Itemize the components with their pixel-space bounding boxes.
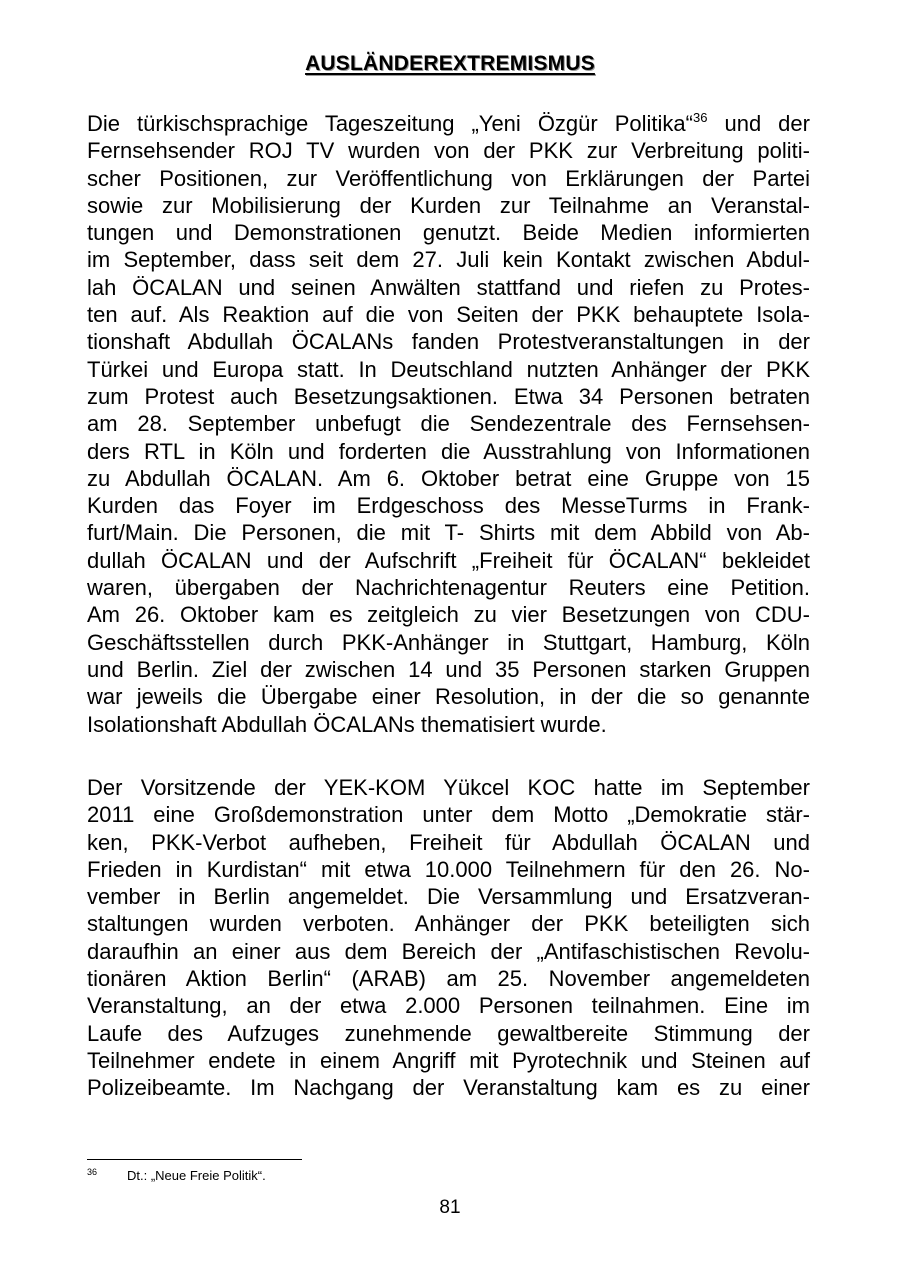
paragraph-1-line: tungen und Demonstrationen genutzt. Beide Medien informierten (87, 220, 810, 246)
footnote-text: Dt.: „Neue Freie Politik“. (127, 1168, 266, 1183)
paragraph-1-line: zum Protest auch Besetzungsaktionen. Etwa 34 Personen betraten (87, 383, 810, 409)
paragraph-1-line-1 (87, 110, 810, 137)
paragraph-1-line: war jeweils die Übergabe einer Resolution, in der die so genannte (87, 684, 810, 710)
paragraph-1-line: Am 26. Oktober kam es zeitgleich zu vier Besetzungen von CDU- (87, 602, 810, 628)
paragraph-2-line: daraufhin an einer aus dem Bereich der „Antifaschistischen Revolu- (87, 938, 810, 964)
paragraph-1-line: furt/Main. Die Personen, die mit T- Shirts mit dem Abbild von Ab- (87, 520, 810, 546)
footnote-36 (87, 1163, 810, 1185)
paragraph-1-line: Geschäftsstellen durch PKK-Anhänger in Stuttgart, Hamburg, Köln (87, 629, 810, 655)
paragraph-1-line: scher Positionen, zur Veröffentlichung von Erklärungen der Partei (87, 165, 810, 191)
paragraph-2 (87, 774, 810, 1102)
paragraph-1-line: zu Abdullah ÖCALAN. Am 6. Oktober betrat eine Gruppe von 15 (87, 465, 810, 491)
paragraph-2-line: staltungen wurden verboten. Anhänger der PKK beteiligten sich (87, 911, 810, 937)
paragraph-1-line: und Berlin. Ziel der zwischen 14 und 35 Personen starken Gruppen (87, 656, 810, 682)
footnote-divider (87, 1159, 302, 1160)
paragraph-1-line: lah ÖCALAN und seinen Anwälten stattfand und riefen zu Protes- (87, 274, 810, 300)
paragraph-1-line: waren, übergaben der Nachrichtenagentur Reuters eine Petition. (87, 575, 810, 601)
paragraph-1 (87, 110, 810, 738)
paragraph-1-line: sowie zur Mobilisierung der Kurden zur Teilnahme an Veranstal- (87, 192, 810, 218)
paragraph-1-line: Isolationshaft Abdullah ÖCALANs thematisiert wurde. (87, 711, 607, 737)
paragraph-1-line: ten auf. Als Reaktion auf die von Seiten der PKK behauptete Isola- (87, 302, 810, 328)
paragraph-2-line: Teilnehmer endete in einem Angriff mit Pyrotechnik und Steinen auf (87, 1047, 810, 1073)
paragraph-2-line: tionären Aktion Berlin“ (ARAB) am 25. November angemeldeten (87, 966, 810, 992)
paragraph-2-line: Frieden in Kurdistan“ mit etwa 10.000 Teilnehmern für den 26. No- (87, 856, 810, 882)
paragraph-2-line: 2011 eine Großdemonstration unter dem Motto „Demokratie stär- (87, 802, 810, 828)
page-number: 81 (439, 1197, 461, 1218)
paragraph-2-line: Veranstaltung, an der etwa 2.000 Personen teilnahmen. Eine im (87, 993, 810, 1019)
paragraph-2-line: ken, PKK-Verbot aufheben, Freiheit für Abdullah ÖCALAN und (87, 829, 810, 855)
footnote-number: 36 (87, 1167, 98, 1177)
paragraph-1-line: am 28. September unbefugt die Sendezentrale des Fernsehsen- (87, 411, 810, 437)
running-header-title: AUSLÄNDEREXTREMISMUS (305, 52, 595, 75)
paragraph-1-line: Kurden das Foyer im Erdgeschoss des MesseTurms in Frank- (87, 493, 810, 519)
paragraph-2-line: vember in Berlin angemeldet. Die Versammlung und Ersatzveran- (87, 884, 810, 910)
paragraph-1-line: dullah ÖCALAN und der Aufschrift „Freiheit für ÖCALAN“ bekleidet (87, 547, 810, 573)
paragraph-2-line: Laufe des Aufzuges zunehmende gewaltbereite Stimmung der (87, 1020, 810, 1046)
paragraph-1-line: ders RTL in Köln und forderten die Ausstrahlung von Informationen (87, 438, 810, 464)
line-tail: und der (724, 111, 810, 136)
paragraph-2-line: Der Vorsitzende der YEK-KOM Yükcel KOC hatte im September (87, 775, 810, 800)
line-text: Die türkischsprachige Tageszeitung „Yeni Özgür Politika“ (87, 111, 693, 136)
footnote-reference[interactable]: 36 (692, 110, 708, 125)
paragraph-2-line: Polizeibeamte. Im Nachgang der Veranstaltung kam es zu einer (87, 1075, 810, 1101)
paragraph-1-line: Fernsehsender ROJ TV wurden von der PKK zur Verbreitung politi- (87, 138, 810, 164)
paragraph-1-line: tionshaft Abdullah ÖCALANs fanden Protestveranstaltungen in der (87, 329, 810, 355)
paragraph-1-line: Türkei und Europa statt. In Deutschland nutzten Anhänger der PKK (87, 356, 810, 382)
paragraph-1-line: im September, dass seit dem 27. Juli kein Kontakt zwischen Abdul- (87, 247, 810, 273)
